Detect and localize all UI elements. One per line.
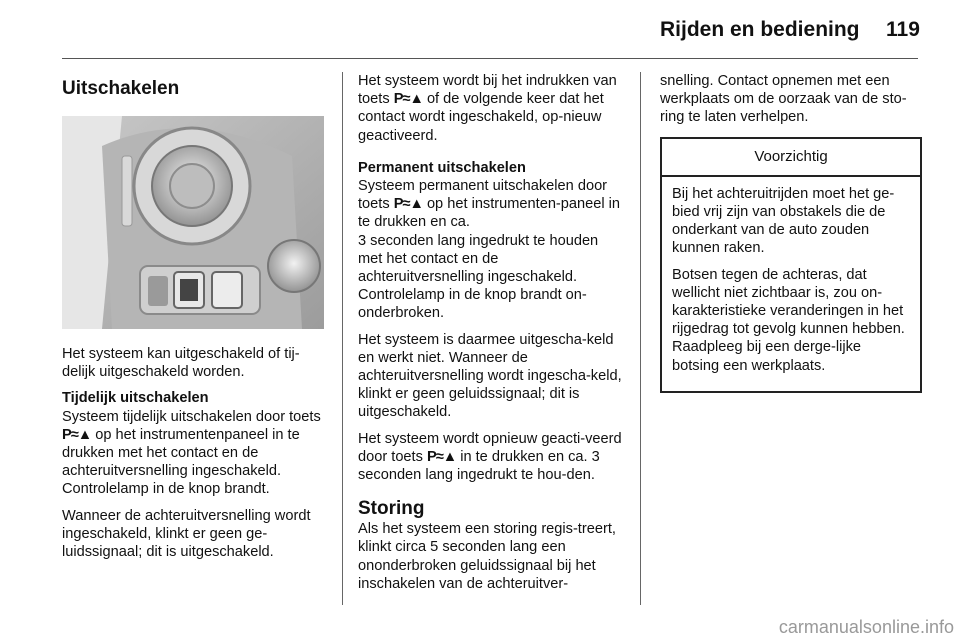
paragraph <box>358 430 624 485</box>
park-assist-icon: P≈▲ <box>393 91 423 108</box>
paragraph: Bij het achteruitrijden moet het ge-bied vrij zijn van obstakels die de onderkant van de auto zouden kunnen raken. <box>672 185 895 257</box>
paragraph: Het systeem kan uitgeschakeld of tij-delijk uitgeschakeld worden. <box>62 346 300 381</box>
paragraph: 3 seconden lang ingedrukt te houden met het contact en de achteruitversnelling ingeschakeld. Controlelamp in de knop brandt on-onderbroken. <box>358 232 599 322</box>
page-number: 119 <box>886 18 920 41</box>
park-assist-icon: P≈▲ <box>393 196 423 213</box>
header-divider <box>62 58 918 59</box>
text-span: Het systeem wordt bij het indrukken van toets <box>358 73 617 108</box>
caution-box <box>660 137 922 393</box>
paragraph: Botsen tegen de achteras, dat wellicht niet zichtbaar is, zou on-karakteristieke veranderingen in het rijgedrag tot gevolg kunnen hebben. Raadpleeg bij een derge-lijke botsing een werkplaats. <box>672 266 905 374</box>
column-1 <box>62 72 326 569</box>
caution-title: Voorzichtig <box>662 139 920 177</box>
text-span: of de volgende keer dat het contact wordt ingeschakeld, op-nieuw geactiveerd. <box>358 91 604 144</box>
text-span: op het instrumentenpaneel in te drukken met het contact en de achteruitversnelling ingeschakeld. Controlelamp in de knop brandt. <box>62 426 300 498</box>
paragraph: Wanneer de achteruitversnelling wordt ingeschakeld, klinkt er geen ge-luidssignaal; dit is uitgeschakeld. <box>62 507 311 561</box>
text-span: Systeem tijdelijk uitschakelen door toets <box>62 408 321 425</box>
dashboard-photo <box>62 116 324 329</box>
column-divider-2 <box>640 72 641 605</box>
text-span: op het instrumenten-paneel in te drukken en ca. <box>358 196 621 231</box>
park-assist-icon: P≈▲ <box>426 448 457 465</box>
column-3 <box>660 72 922 393</box>
watermark: carmanualsonline.info <box>778 617 954 637</box>
section-heading-storing: Storing <box>358 498 425 520</box>
caution-body <box>662 177 920 391</box>
text-span: Systeem permanent uitschakelen door toets <box>358 178 608 213</box>
paragraph: Het systeem is daarmee uitgescha-keld en werkt niet. Wanneer de achteruitversnelling wordt ingescha-keld, klinkt er geen geluidssignaal; dit is uitgeschakeld. <box>358 331 622 421</box>
subheading-tijdelijk: Tijdelijk uitschakelen <box>62 390 209 407</box>
paragraph <box>62 408 326 499</box>
paragraph <box>358 72 624 145</box>
column-divider-1 <box>342 72 343 605</box>
paragraph <box>358 177 624 232</box>
text-span: Het systeem wordt opnieuw geacti-veerd door toets <box>358 430 622 465</box>
text-span: in te drukken en ca. 3 seconden lang ingedrukt te hou-den. <box>358 448 600 484</box>
paragraph: Als het systeem een storing regis-treert, klinkt circa 5 seconden lang een ononderbroken geluidssignaal bij het inschakelen van de achteruitver- <box>358 521 616 592</box>
paragraph: snelling. Contact opnemen met een werkplaats om de oorzaak van de sto-ring te laten verhelpen. <box>660 73 907 126</box>
column-2 <box>358 72 624 601</box>
park-assist-icon: P≈▲ <box>62 426 92 443</box>
page-header-title: Rijden en bediening <box>660 18 860 41</box>
subheading-permanent: Permanent uitschakelen <box>358 159 526 176</box>
section-heading-uitschakelen: Uitschakelen <box>62 78 180 99</box>
